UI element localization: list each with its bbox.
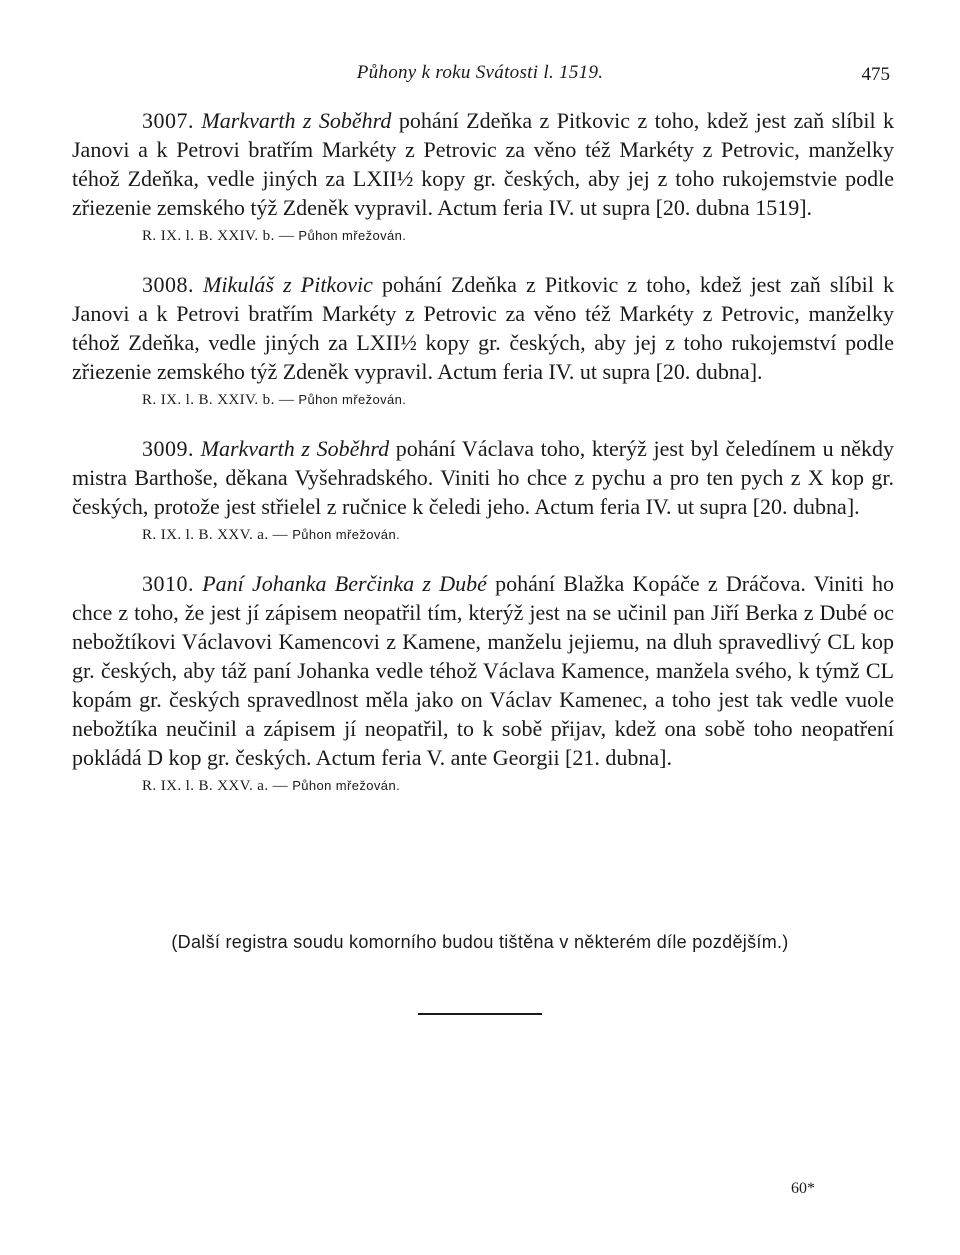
entry-source — [142, 226, 894, 246]
entry-3009 — [72, 434, 894, 545]
entry-plaintiff-name: Markvarth z Soběhrd — [200, 436, 390, 461]
source-reference: R. IX. l. B. XXIV. b. — — [142, 392, 295, 408]
page-number: 475 — [861, 64, 890, 85]
entry-text: pohání Blažka Kopáče z Dráčova. Viniti ho chce z toho, že jest jí zápisem neopatřil tím, kterýž jest na se učinil pan Jiří Berka z Dubé oc nebožtíkovi Václavovi Kamencovi z Kamene, manželu jejiemu, na dluh spravedlivý CL kop gr. českých, aby táž paní Johanka vedle téhož Václava Kamence, manžela svého, k týmž CL kopám gr. českých spravedlnost měla jako on Václav Kamenec, a toho jest tak vedle vuole nebožtíka neučinil a zápisem jí neopatřil, to k sobě přijav, kdež ona sobě toho neopatření pokládá D kop gr. českých. Actum feria V. ante Georgii [21. dubna]. — [72, 571, 895, 770]
entry-paragraph — [72, 434, 894, 521]
source-note: Půhon mřežován. — [292, 527, 401, 542]
closing-note: (Další registra soudu komorního budou tištěna v některém díle pozdějším.) — [171, 932, 789, 952]
source-note: Půhon mřežován. — [298, 392, 407, 407]
closing-rule — [418, 1013, 542, 1015]
entry-source — [142, 390, 894, 410]
entry-source — [142, 776, 894, 796]
entry-number: 3009. — [142, 436, 194, 461]
entry-3007 — [72, 106, 894, 246]
entries-list — [72, 106, 894, 820]
entry-3010 — [72, 569, 894, 796]
entry-number: 3007. — [142, 108, 194, 133]
entry-paragraph — [72, 270, 894, 386]
entry-3008 — [72, 270, 894, 410]
entry-paragraph — [72, 106, 894, 222]
entry-number: 3008. — [142, 272, 194, 297]
running-head — [0, 62, 960, 88]
source-note: Půhon mřežován. — [298, 228, 407, 243]
entry-text: pohání Zdeňka z Pitkovic z toho, kdež jest zaň slíbil k Janovi a k Petrovi bratřím Markéty z Petrovic za věno též Markéty z Petrovic, manželky téhož Zdeňka, vedle jiných za LXII½ kopy gr. českých, aby jej z toho rukojemství podle zřiezenie zemského týž Zdeněk vypravil. Actum feria IV. ut supra [20. dubna]. — [72, 272, 894, 384]
entry-text: pohání Zdeňka z Pitkovic z toho, kdež jest zaň slíbil k Janovi a k Petrovi bratřím Markéty z Petrovic za věno též Markéty z Petrovic, manželky téhož Zdeňka, vedle jiných za LXII½ kopy gr. českých, aby jej z toho rukojemstvie podle zřiezenie zemského týž Zdeněk vypravil. Actum feria IV. ut supra [20. dubna 1519]. — [72, 108, 894, 220]
entry-plaintiff-name: Markvarth z Soběhrd — [201, 108, 392, 133]
source-reference: R. IX. l. B. XXV. a. — — [142, 527, 289, 543]
entry-source — [142, 525, 894, 545]
source-reference: R. IX. l. B. XXV. a. — — [142, 778, 289, 794]
entry-plaintiff-name: Mikuláš z Pitkovic — [203, 272, 373, 297]
source-reference: R. IX. l. B. XXIV. b. — — [142, 228, 295, 244]
signature-mark: 60* — [791, 1180, 815, 1197]
running-title: Půhony k roku Svátosti l. 1519. — [356, 62, 604, 83]
entry-paragraph — [72, 569, 894, 772]
entry-number: 3010. — [142, 571, 194, 596]
source-note: Půhon mřežován. — [292, 778, 401, 793]
entry-text: pohání Václava toho, kterýž jest byl čeledínem u někdy mistra Barthoše, děkana Vyšehradského. Viniti ho chce z pychu a pro ten pych z X kop gr. českých, protože jest střielel z ručnice k čeledi jeho. Actum feria IV. ut supra [20. dubna]. — [72, 436, 894, 519]
entry-plaintiff-name: Paní Johanka Berčinka z Dubé — [202, 571, 487, 596]
